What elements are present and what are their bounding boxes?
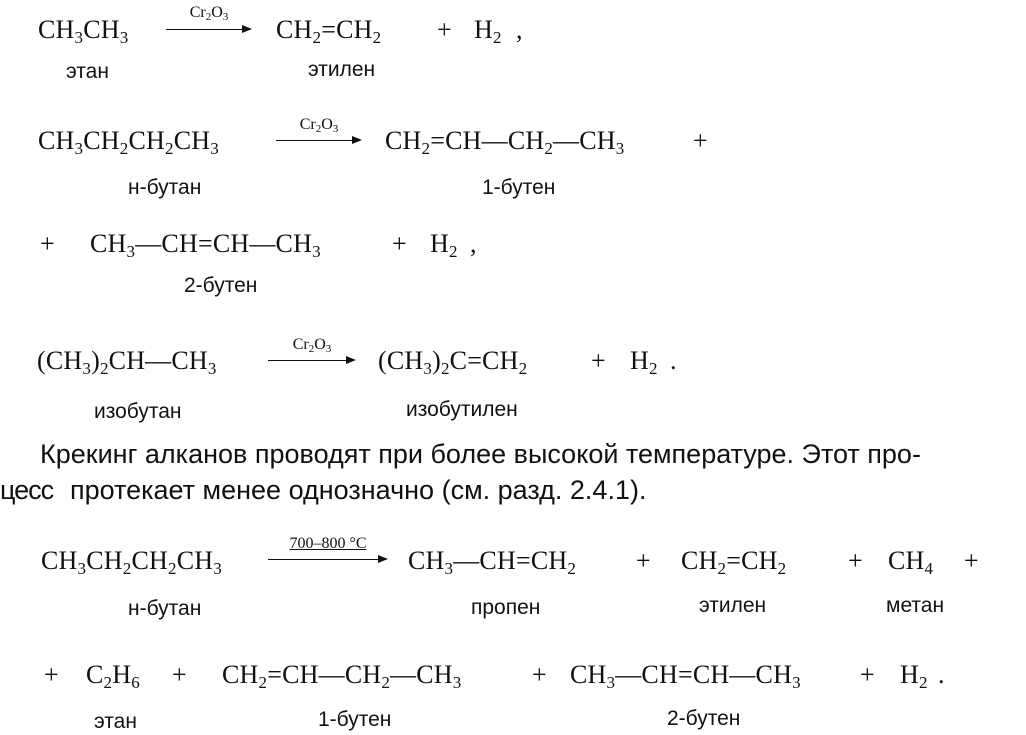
- reaction4-plus5: +: [532, 660, 547, 689]
- reaction4-product6: $CH_3—CH=CH—CH_3$: [570, 660, 801, 692]
- reaction4-arrow: [268, 559, 386, 560]
- reaction4-plus-start: +: [44, 660, 59, 689]
- reaction3-reactant-name: изобутан: [94, 400, 182, 423]
- reaction2-end: ,: [470, 229, 477, 258]
- reaction4-plus1: +: [636, 546, 651, 575]
- paragraph-line-1: Крекинг алканов проводят при более высокой температуре. Этот про-: [40, 439, 921, 469]
- reaction2-product2: $CH_3—CH=CH—CH_3$: [90, 229, 321, 261]
- reaction1-reactant: $CH_3CH_3$: [38, 15, 129, 47]
- reaction4-reactant: $CH_3CH_2CH_2CH_3$: [41, 546, 222, 578]
- reaction4-product1: $CH_3—CH=CH_2$: [408, 546, 577, 578]
- reaction4-product2: $CH_2=CH_2$: [681, 546, 787, 578]
- reaction2-plus-end: +: [693, 126, 708, 155]
- reaction1-arrow: [166, 29, 250, 30]
- reaction4-product5-name: 1-бутен: [318, 708, 392, 731]
- reaction4-end: .: [938, 660, 945, 689]
- reaction2-product1-name: 1-бутен: [482, 176, 556, 199]
- reaction2-product1: $CH_2=CH—CH_2—CH_3$: [385, 126, 625, 158]
- reaction2-product2-name: 2-бутен: [184, 274, 258, 297]
- reaction4-reactant-name: н-бутан: [128, 597, 202, 620]
- reaction3-catalyst: $Cr_2O_3$: [292, 336, 332, 355]
- reaction3-h2: $H_2$: [630, 346, 658, 378]
- reaction4-plus4: +: [172, 660, 187, 689]
- reaction4-product4-name: этан: [94, 710, 137, 733]
- reaction1-plus: +: [437, 15, 452, 44]
- reaction2-arrow: [276, 140, 360, 141]
- reaction4-condition: 700–800 °C: [289, 535, 367, 552]
- reaction4-product3-name: метан: [886, 594, 945, 617]
- reaction3-reactant: $(CH_3)_2CH—CH_3$: [37, 346, 217, 378]
- reaction4-product3: $CH_4$: [888, 546, 934, 578]
- reaction2-reactant: $CH_3CH_2CH_2CH_3$: [38, 126, 219, 158]
- reaction2-plus2: +: [392, 229, 407, 258]
- reaction3-product: $(CH_3)_2C=CH_2$: [378, 346, 528, 378]
- paragraph-line-2: протекает менее однозначно (см. разд. 2.4.1).: [70, 475, 647, 505]
- reaction2-plus-start: +: [40, 229, 55, 258]
- reaction3-end: .: [670, 346, 677, 375]
- reaction4-plus3: +: [964, 546, 979, 575]
- reaction1-h2: $H_2$: [474, 15, 502, 47]
- reaction3-arrow: [268, 360, 354, 361]
- reaction2-h2: $H_2$: [430, 229, 458, 261]
- reaction4-product2-name: этилен: [699, 594, 767, 617]
- paragraph-line-2-prefix: цесс: [0, 475, 54, 505]
- reaction4-product5: $CH_2=CH—CH_2—CH_3$: [222, 660, 462, 692]
- reaction1-end: ,: [516, 15, 523, 44]
- reaction1-catalyst: $Cr_2O_3$: [189, 4, 229, 23]
- reaction4-h2: $H_2$: [900, 660, 928, 692]
- reaction2-reactant-name: н-бутан: [128, 176, 202, 199]
- reaction3-product-name: изобутилен: [406, 398, 518, 421]
- reaction4-plus2: +: [848, 546, 863, 575]
- reaction3-plus: +: [591, 346, 606, 375]
- reaction4-product6-name: 2-бутен: [667, 707, 741, 730]
- reaction4-product1-name: пропен: [471, 596, 541, 619]
- reaction4-product4: $C_2H_6$: [86, 660, 140, 692]
- reaction2-catalyst: $Cr_2O_3$: [299, 116, 339, 135]
- reaction1-reactant-name: этан: [66, 60, 109, 83]
- reaction1-product: $CH_2=CH_2$: [276, 15, 382, 47]
- reaction1-product-name: этилен: [308, 58, 376, 81]
- reaction4-plus6: +: [860, 660, 875, 689]
